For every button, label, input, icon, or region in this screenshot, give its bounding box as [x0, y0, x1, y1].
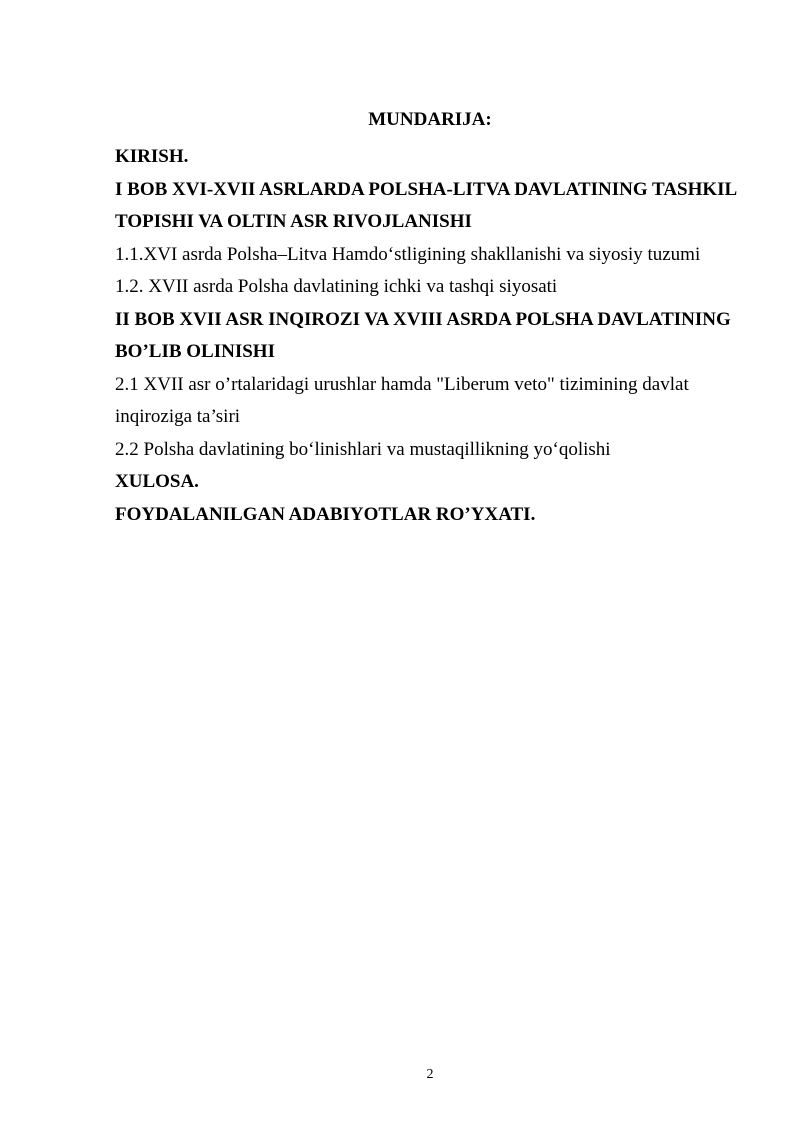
toc-entry-section-2-2: 2.2 Polsha davlatining bo‘linishlari va mustaqillikning yo‘qolishi [115, 438, 611, 460]
toc-entry-section-2-1-line-2: inqiroziga ta’siri [115, 406, 241, 427]
toc-entry-xulosa: XULOSA. [115, 471, 199, 492]
toc-entry-section-1-2: 1.2. XVII asrda Polsha davlatining ichki va tashqi siyosati [115, 276, 558, 297]
toc-entry-section-1-1: 1.1.XVI asrda Polsha–Litva Hamdo‘stligining shakllanishi va siyosiy tuzumi [115, 243, 701, 265]
toc-entry-bibliography: FOYDALANILGAN ADABIYOTLAR RO’YXATI. [115, 503, 536, 525]
toc-entry-chapter-2-line-1: II BOB XVII ASR INQIROZI VA XVIII ASRDA POLSHA DAVLATINING [115, 308, 731, 330]
page-number: 2 [426, 1067, 434, 1082]
toc-entry-chapter-1-line-1: I BOB XVI-XVII ASRLARDA POLSHA-LITVA DAVLATINING TASHKIL [115, 178, 738, 200]
toc-entry-section-2-1-line-1: 2.1 XVII asr o’rtalaridagi urushlar hamda "Liberum veto" tizimining davlat [115, 373, 689, 395]
toc-entry-kirish: KIRISH. [115, 146, 189, 167]
table-of-contents [115, 141, 755, 531]
toc-title: MUNDARIJA: [368, 109, 492, 130]
toc-entry-chapter-1-line-2: TOPISHI VA OLTIN ASR RIVOJLANISHI [115, 211, 472, 232]
toc-entry-chapter-2-line-2: BO’LIB OLINISHI [115, 341, 275, 362]
